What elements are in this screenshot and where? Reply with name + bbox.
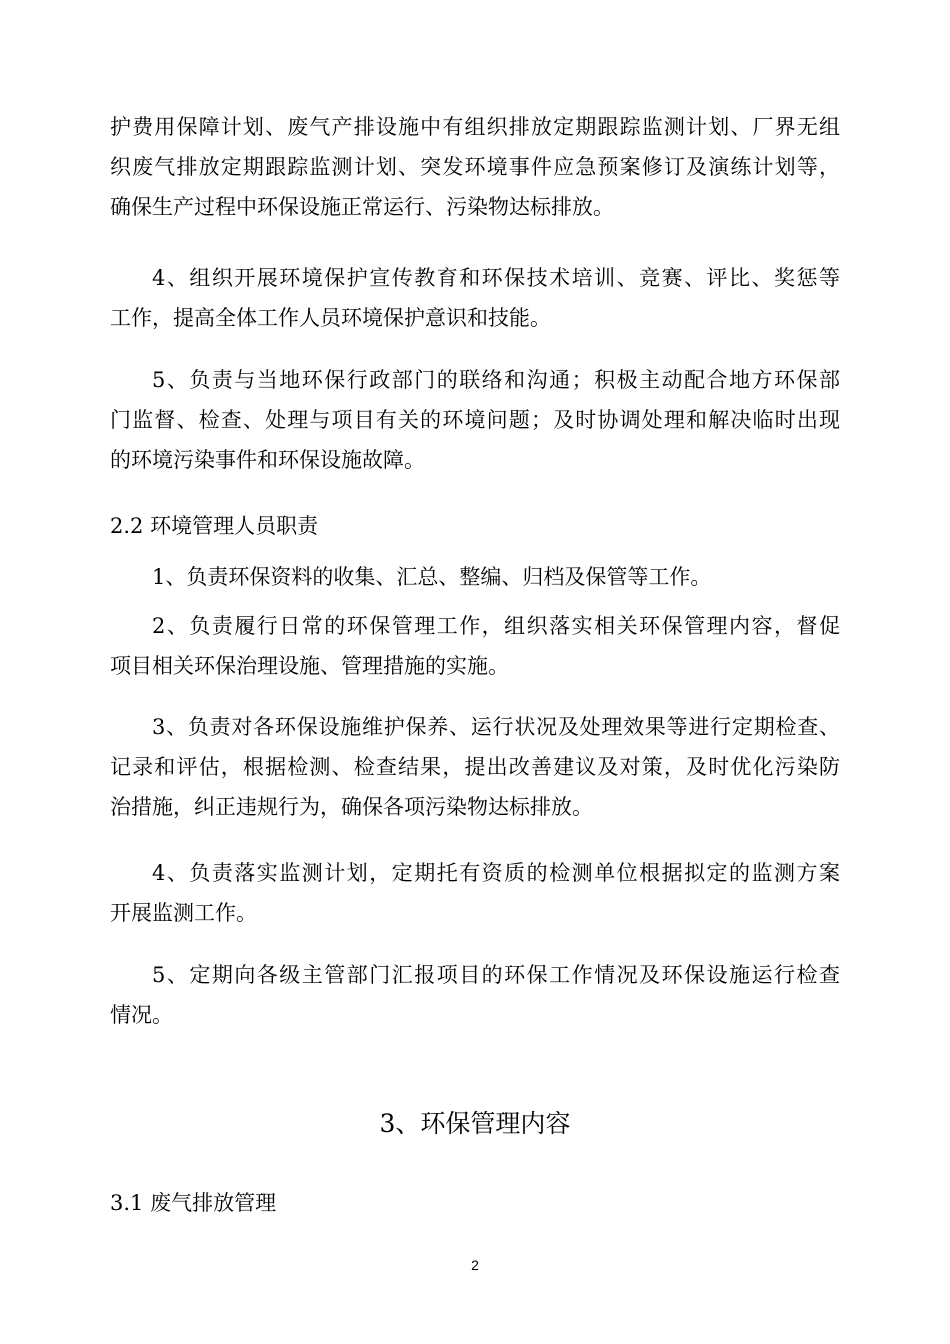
text-line: 的环境污染事件和环保设施故障。	[110, 448, 425, 472]
text-line: 治措施，纠正违规行为，确保各项污染物达标排放。	[110, 795, 593, 819]
text-line: 4、组织开展环境保护宣传教育和环保技术培训、竞赛、评比、奖惩等	[152, 266, 840, 290]
text-line: 2、负责履行日常的环保管理工作，组织落实相关环保管理内容，督促	[152, 614, 840, 638]
text-line: 1、负责环保资料的收集、汇总、整编、归档及保管等工作。	[152, 565, 712, 589]
paragraph-item-4b	[110, 853, 840, 933]
text-line: 门监督、检查、处理与项目有关的环境问题；及时协调处理和解决临时出现	[110, 408, 840, 432]
text-line: 5、定期向各级主管部门汇报项目的环保工作情况及环保设施运行检查	[152, 963, 840, 987]
text-line: 护费用保障计划、废气产排设施中有组织排放定期跟踪监测计划、厂界无组	[110, 115, 840, 139]
text-line: 开展监测工作。	[110, 901, 257, 925]
subsection-heading-3-1: 3.1 废气排放管理	[110, 1191, 277, 1215]
text-line: 3、负责对各环保设施维护保养、运行状况及处理效果等进行定期检查、	[152, 715, 840, 739]
text-line: 项目相关环保治理设施、管理措施的实施。	[110, 654, 509, 678]
subsection-heading: 2.2 环境管理人员职责	[110, 514, 319, 538]
paragraph-item-1	[110, 557, 840, 597]
paragraph-item-2	[110, 606, 840, 686]
text-line: 5、负责与当地环保行政部门的联络和沟通；积极主动配合地方环保部	[152, 368, 840, 392]
paragraph-continuation	[110, 107, 840, 227]
page-number: 2	[471, 1257, 479, 1273]
text-line: 记录和评估，根据检测、检查结果，提出改善建议及对策，及时优化污染防	[110, 755, 840, 779]
text-line: 织废气排放定期跟踪监测计划、突发环境事件应急预案修订及演练计划等，	[110, 155, 840, 179]
paragraph-item-3	[110, 707, 840, 827]
section-title: 3、环保管理内容	[379, 1109, 571, 1138]
paragraph-item-5	[110, 360, 840, 480]
text-line: 情况。	[110, 1003, 173, 1027]
text-line: 工作，提高全体工作人员环境保护意识和技能。	[110, 306, 551, 330]
paragraph-item-4	[110, 258, 840, 338]
paragraph-item-5b	[110, 955, 840, 1035]
text-line: 4、负责落实监测计划，定期托有资质的检测单位根据拟定的监测方案	[152, 861, 840, 885]
text-line: 确保生产过程中环保设施正常运行、污染物达标排放。	[110, 195, 614, 219]
